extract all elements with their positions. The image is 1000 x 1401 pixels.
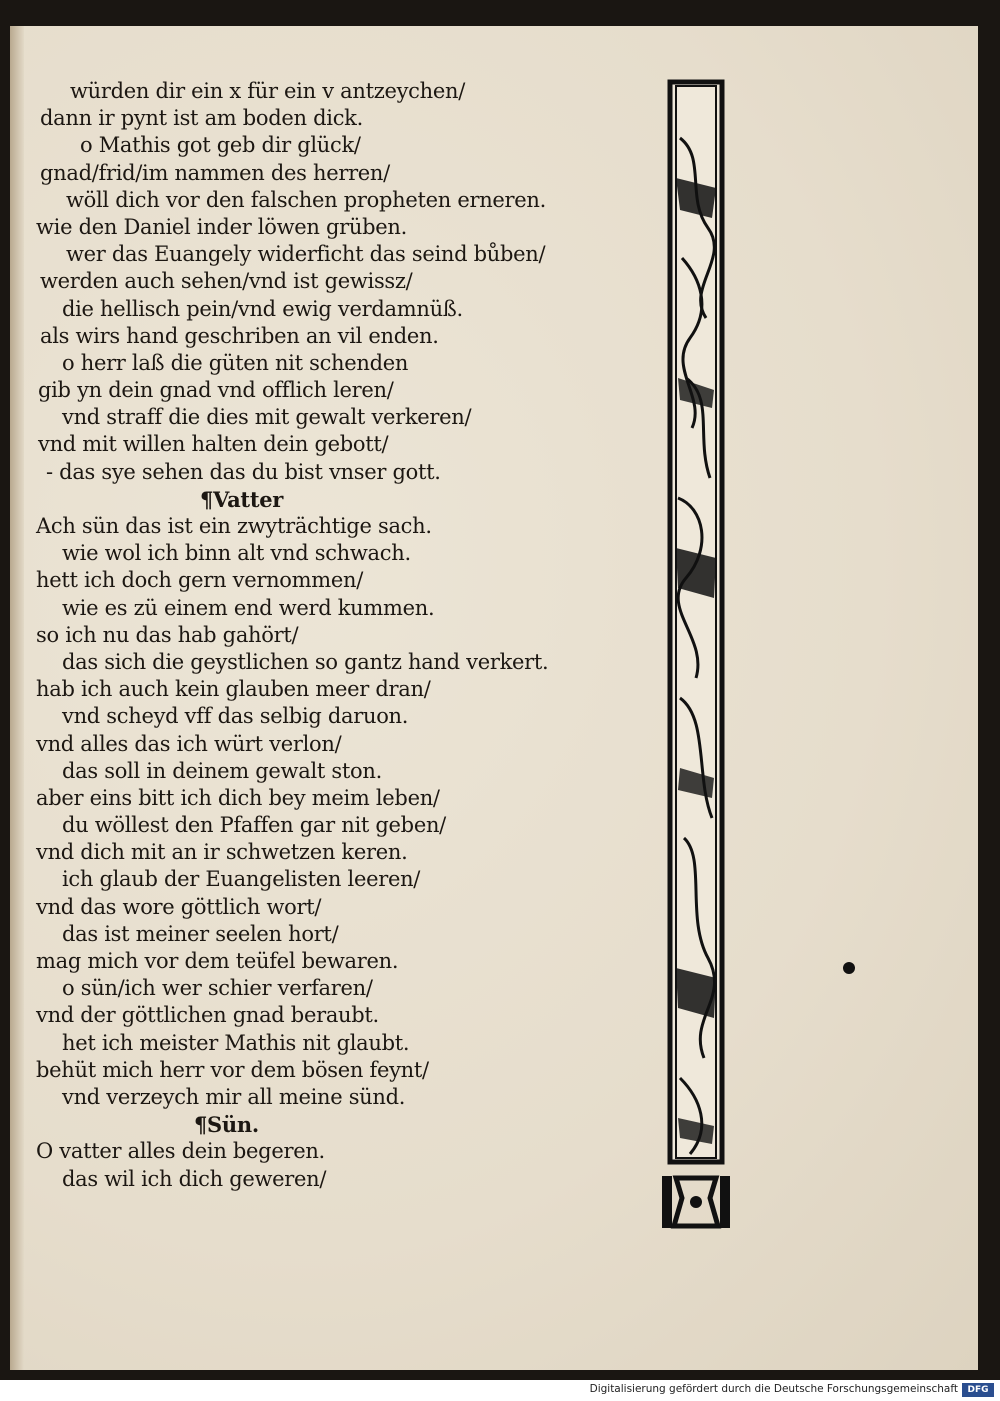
verse-line: vnd scheyd vff das selbig daruon. <box>62 704 409 729</box>
ink-dot <box>843 962 855 974</box>
verse-line: ich glaub der Euangelisten leeren/ <box>62 867 421 892</box>
verse-line: vnd mit willen halten dein gebott/ <box>38 432 389 457</box>
verse-text-block <box>22 78 582 1193</box>
verse-line: vnd straff die dies mit gewalt verkeren/ <box>62 405 472 430</box>
verse-line: das wil ich dich geweren/ <box>62 1166 327 1191</box>
verse-line: vnd verzeych mir all meine sünd. <box>62 1084 406 1109</box>
verse-line: das sich die geystlichen so gantz hand verkert. <box>62 649 549 674</box>
verse-line: wöll dich vor den falschen propheten erneren. <box>66 187 547 212</box>
verse-line: mag mich vor dem teüfel bewaren. <box>36 949 399 973</box>
verse-line: vnd das wore göttlich wort/ <box>36 894 322 919</box>
verse-line: o Mathis got geb dir glück/ <box>80 133 361 158</box>
woodcut-border-ornament <box>656 78 736 1238</box>
verse-line: wie den Daniel inder löwen grüben. <box>36 214 407 239</box>
verse-line: gib yn dein gnad vnd offlich leren/ <box>38 378 394 403</box>
verse-line: het ich meister Mathis nit glaubt. <box>62 1030 410 1055</box>
verse-line: gnad/frid/im nammen des herren/ <box>40 160 390 185</box>
verse-line: als wirs hand geschriben an vil enden. <box>40 323 439 348</box>
verse-line: wie wol ich binn alt vnd schwach. <box>62 541 411 566</box>
digitization-credit: Digitalisierung gefördert durch die Deutsche Forschungsgemeinschaft <box>589 1383 958 1395</box>
speaker-heading: ¶Vatter <box>200 486 284 512</box>
verse-line: - das sye sehen das du bist vnser gott. <box>46 459 441 484</box>
verse-line: dann ir pynt ist am boden dick. <box>40 106 363 131</box>
verse-line: vnd dich mit an ir schwetzen keren. <box>36 840 408 865</box>
verse-line: o sün/ich wer schier verfaren/ <box>62 976 373 1001</box>
verse-line: werden auch sehen/vnd ist gewissz/ <box>40 269 413 294</box>
verse-line: Ach sün das ist ein zwyträchtige sach. <box>36 514 432 538</box>
verse-line: hett ich doch gern vernommen/ <box>36 568 363 593</box>
verse-line: O vatter alles dein begeren. <box>36 1139 325 1164</box>
speaker-heading: ¶Sün. <box>194 1112 259 1138</box>
verse-line: die hellisch pein/vnd ewig verdamnüß. <box>62 296 463 321</box>
verse-line: würden dir ein x für ein v antzeychen/ <box>70 79 465 103</box>
verse-line: vnd der göttlichen gnad beraubt. <box>36 1003 379 1028</box>
verse-line: wer das Euangely widerficht das seind bůben/ <box>66 242 546 267</box>
verse-line: du wöllest den Pfaffen gar nit geben/ <box>62 813 446 838</box>
footer-bar <box>0 1380 1000 1401</box>
verse-line: hab ich auch kein glauben meer dran/ <box>36 677 431 702</box>
verse-line: das ist meiner seelen hort/ <box>62 921 339 946</box>
verse-line: so ich nu das hab gahört/ <box>36 622 299 647</box>
verse-line: wie es zü einem end werd kummen. <box>62 595 435 620</box>
verse-line: o herr laß die güten nit schenden <box>62 350 409 375</box>
verse-line: aber eins bitt ich dich bey meim leben/ <box>36 785 440 810</box>
verse-line: behüt mich herr vor dem bösen feynt/ <box>36 1057 429 1082</box>
verse-line: vnd alles das ich würt verlon/ <box>36 731 342 756</box>
dfg-logo: DFG <box>962 1383 994 1397</box>
verse-line: das soll in deinem gewalt ston. <box>62 758 382 783</box>
